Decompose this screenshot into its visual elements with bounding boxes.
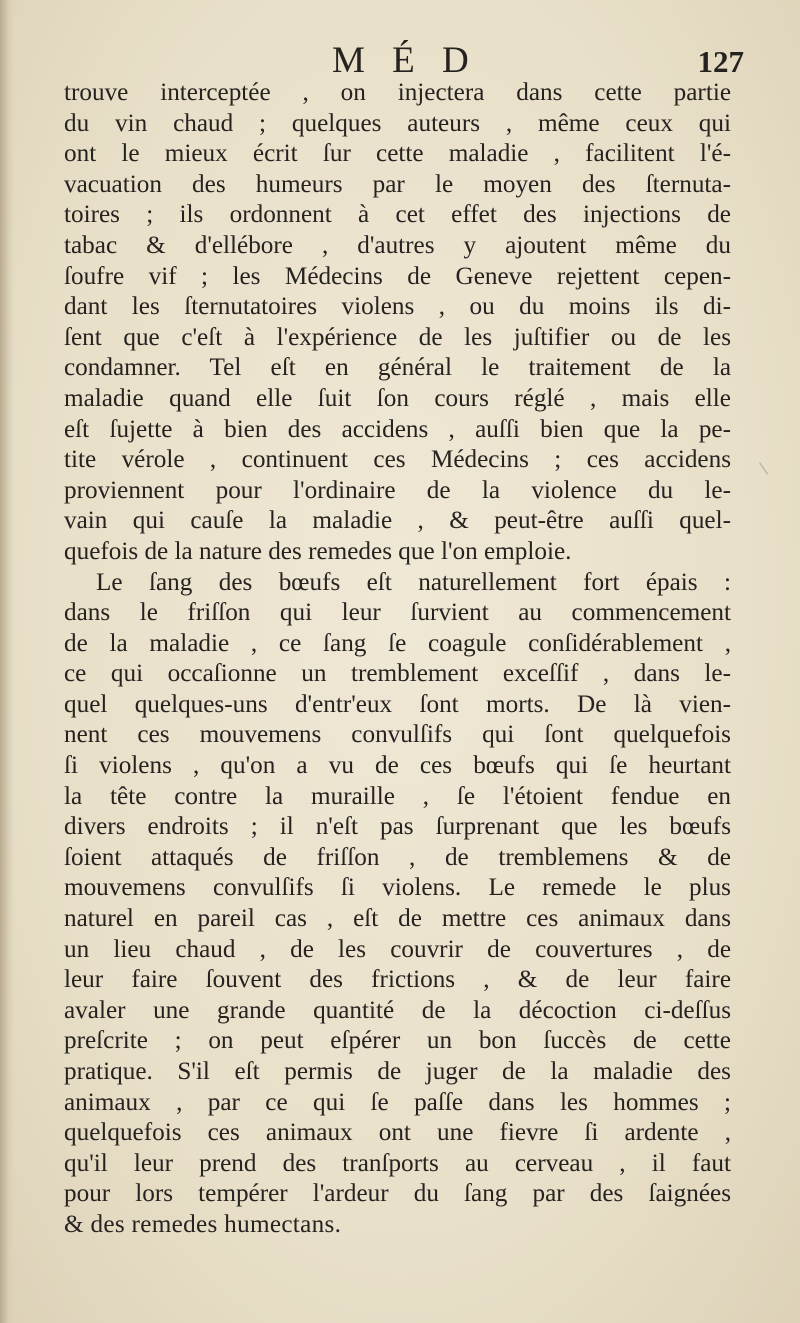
text-line: qu'il leur prend des tranſports au cerveau , il faut (64, 1149, 731, 1177)
binding-shadow (0, 0, 14, 1323)
margin-mark (759, 456, 778, 475)
text-line: mouvemens convulſifs ſi violens. Le remede le plus (64, 874, 731, 902)
text-line: quelquefois ces animaux ont une fievre ſi ardente , (64, 1119, 731, 1147)
paragraph-start-line: Le ſang des bœufs eſt naturellement fort épais : (96, 568, 731, 596)
text-line: quel quelques-uns d'entr'eux ſont morts. De là vien- (64, 690, 731, 718)
text-line: du vin chaud ; quelques auteurs , même ceux qui (64, 109, 731, 137)
text-line: leur faire ſouvent des frictions , & de leur faire (64, 966, 731, 994)
text-line: proviennent pour l'ordinaire de la violence du le- (64, 476, 731, 504)
text-line: pour lors tempérer l'ardeur du ſang par des ſaignées (64, 1180, 731, 1208)
text-line: pratique. S'il eſt permis de juger de la maladie des (64, 1058, 731, 1085)
text-line: dans le friſſon qui leur ſurvient au commencement (64, 599, 731, 627)
text-line: divers endroits ; il n'eſt pas ſurprenant que les bœufs (64, 813, 731, 841)
running-head: M É D (332, 40, 478, 81)
text-line: vacuation des humeurs par le moyen des ſternuta- (64, 170, 731, 198)
text-line: & des remedes humectans. (64, 1210, 342, 1238)
body-text (64, 78, 731, 1241)
text-line: tite vérole , continuent ces Médecins ; ces accidens (64, 446, 731, 474)
text-line: preſcrite ; on peut eſpérer un bon ſuccès de cette (64, 1027, 731, 1055)
text-line: vain qui cauſe la maladie , & peut-être auſſi quel- (64, 507, 731, 535)
text-line: avaler une grande quantité de la décoction ci-deſſus (64, 996, 731, 1024)
text-line: nent ces mouvemens convulſifs qui ſont quelquefois (64, 721, 731, 749)
text-line: condamner. Tel eſt en général le traitement de la (64, 354, 731, 382)
text-line: quefois de la nature des remedes que l'on emploie. (64, 537, 572, 565)
text-line: toires ; ils ordonnent à cet effet des injections de (64, 201, 731, 229)
text-line: eſt ſujette à bien des accidens , auſſi bien que la pe- (64, 415, 731, 443)
text-line: ſi violens , qu'on a vu de ces bœufs qui ſe heurtant (64, 752, 731, 780)
text-line: ont le mieux écrit ſur cette maladie , facilitent l'é- (64, 140, 731, 168)
text-line: ſoient attaqués de friſſon , de tremblemens & de (64, 843, 731, 871)
text-line: la tête contre la muraille , ſe l'étoient fendue en (64, 782, 731, 810)
text-line: maladie quand elle ſuit ſon cours réglé , mais elle (64, 384, 731, 412)
text-line: tabac & d'ellébore , d'autres y ajoutent même du (64, 231, 731, 259)
text-line: un lieu chaud , de les couvrir de couvertures , de (64, 935, 731, 963)
text-line: trouve interceptée , on injectera dans cette partie (64, 79, 731, 106)
text-line: animaux , par ce qui ſe paſſe dans les hommes ; (64, 1088, 731, 1116)
text-line: ce qui occaſionne un tremblement exceſſif , dans le- (64, 660, 731, 688)
page-number: 127 (697, 44, 744, 79)
text-line: dant les ſternutatoires violens , ou du moins ils di- (64, 293, 731, 321)
text-line: naturel en pareil cas , eſt de mettre ces animaux dans (64, 905, 731, 933)
text-line: ſent que c'eſt à l'expérience de les juſtifier ou de les (64, 323, 731, 351)
text-line: de la maladie , ce ſang ſe coagule conſidérablement , (64, 629, 731, 657)
text-line: ſoufre vif ; les Médecins de Geneve rejettent cepen- (64, 262, 731, 290)
